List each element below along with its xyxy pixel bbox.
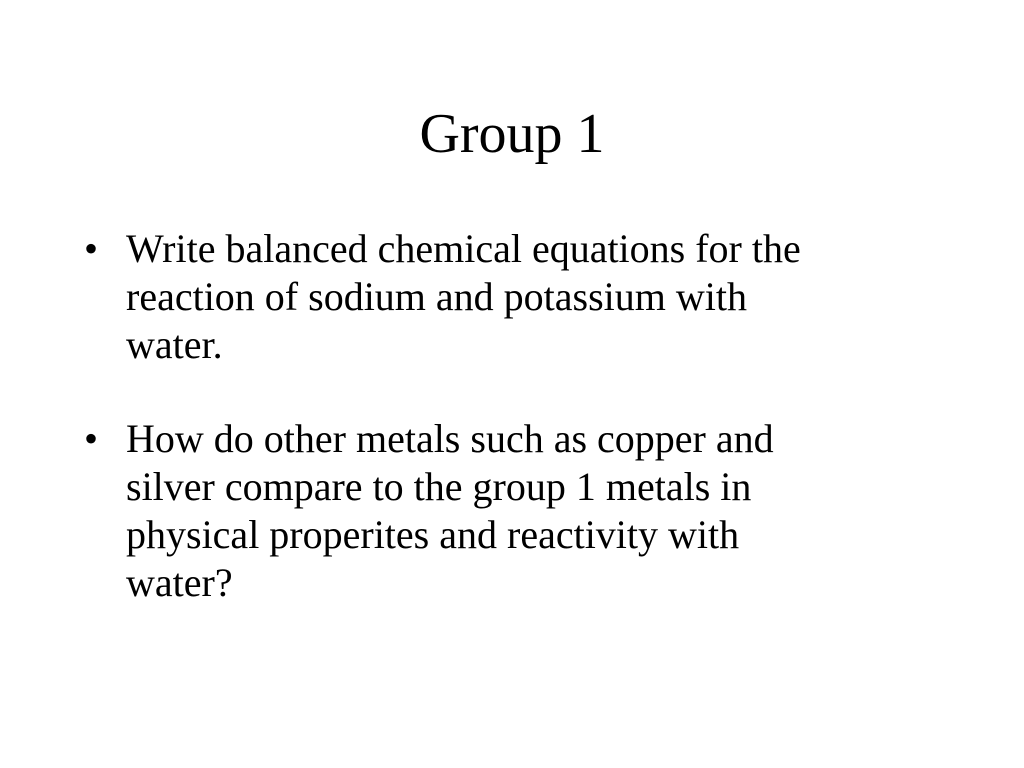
- bullet-icon: •: [84, 226, 99, 271]
- bullet-icon: •: [84, 416, 99, 461]
- bullet-list: [84, 225, 924, 653]
- bullet-text-line-4: water?: [126, 560, 233, 605]
- bullet-item-1: [84, 225, 924, 369]
- bullet-text-line-2: reaction of sodium and potassium with: [126, 274, 748, 319]
- bullet-text-line-3: water.: [126, 322, 223, 367]
- bullet-text-line-2: silver compare to the group 1 metals in: [126, 464, 752, 509]
- bullet-text-line-3: physical properites and reactivity with: [126, 512, 740, 557]
- bullet-text-line-1: Write balanced chemical equations for the: [126, 226, 801, 271]
- bullet-item-2: [84, 415, 924, 607]
- slide-title: Group 1: [419, 103, 605, 165]
- bullet-text-line-1: How do other metals such as copper and: [126, 416, 774, 461]
